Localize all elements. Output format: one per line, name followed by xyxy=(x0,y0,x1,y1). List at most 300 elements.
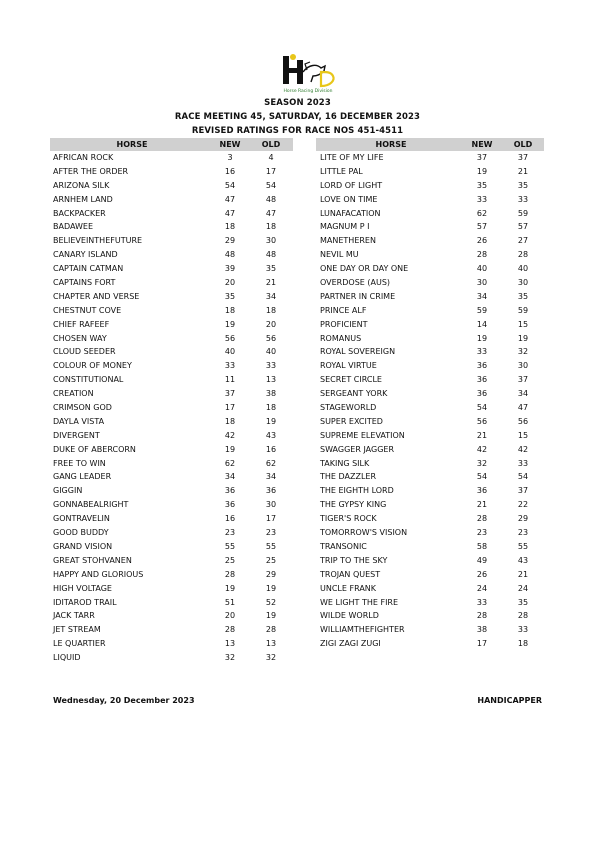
new-rating: 35 xyxy=(224,291,236,301)
horse-name: STAGEWORLD xyxy=(320,403,377,413)
old-rating: 40 xyxy=(517,264,529,274)
table-row xyxy=(50,484,293,498)
old-rating: 30 xyxy=(517,361,529,371)
table-row xyxy=(50,596,293,610)
horse-name: PRINCE ALF xyxy=(320,305,367,315)
table-row xyxy=(316,290,544,304)
new-rating: 47 xyxy=(224,208,236,218)
table-row xyxy=(50,568,293,582)
new-rating: 25 xyxy=(224,555,236,565)
horse-name: OVERDOSE (AUS) xyxy=(320,278,391,288)
old-rating: 35 xyxy=(265,264,277,274)
table-row xyxy=(50,470,293,484)
horse-name: HAPPY AND GLORIOUS xyxy=(53,569,144,579)
table-row xyxy=(50,457,293,471)
new-rating: 28 xyxy=(476,250,488,260)
horse-name: AFRICAN ROCK xyxy=(53,153,114,162)
new-rating: 23 xyxy=(224,528,236,538)
table-row xyxy=(316,220,544,234)
old-rating: 21 xyxy=(517,166,529,176)
old-rating: 38 xyxy=(265,389,277,399)
new-rating: 36 xyxy=(224,486,236,496)
horse-name: GREAT STOHVANEN xyxy=(53,555,132,565)
footer-date: Wednesday, 20 December 2023 xyxy=(53,696,195,705)
horse-name: GONNABEALRIGHT xyxy=(53,500,129,510)
season-heading: SEASON 2023 xyxy=(264,98,331,108)
old-column-header: OLD xyxy=(261,140,281,149)
table-row xyxy=(316,207,544,221)
new-rating: 14 xyxy=(476,319,488,329)
horse-name: SUPREME ELEVATION xyxy=(320,430,405,440)
new-rating: 19 xyxy=(476,333,488,343)
old-rating: 62 xyxy=(265,458,277,468)
table-row xyxy=(50,415,293,429)
new-rating: 49 xyxy=(476,555,488,565)
horse-name: CONSTITUTIONAL xyxy=(53,375,124,385)
horse-name: SERGEANT YORK xyxy=(320,389,388,399)
table-row xyxy=(316,234,544,248)
table-row xyxy=(316,512,544,526)
old-rating: 16 xyxy=(265,444,277,454)
new-rating: 36 xyxy=(476,375,488,385)
old-rating: 33 xyxy=(517,194,529,204)
table-row xyxy=(50,609,293,623)
table-row xyxy=(50,623,293,637)
horse-name: LUNAFACATION xyxy=(320,208,381,218)
old-rating: 34 xyxy=(265,472,277,482)
new-rating: 54 xyxy=(476,403,488,413)
old-rating: 47 xyxy=(265,208,277,218)
ratings-table-left xyxy=(50,138,293,665)
table-row xyxy=(50,443,293,457)
old-rating: 15 xyxy=(517,430,529,440)
table-row xyxy=(316,484,544,498)
new-rating: 20 xyxy=(224,611,236,621)
old-rating: 18 xyxy=(265,222,277,232)
old-rating: 33 xyxy=(265,361,277,371)
horse-name: AFTER THE ORDER xyxy=(53,166,129,176)
old-rating: 32 xyxy=(265,653,277,663)
new-rating: 62 xyxy=(476,208,488,218)
table-row xyxy=(316,345,544,359)
old-rating: 36 xyxy=(265,486,277,496)
table-row xyxy=(50,179,293,193)
table-row xyxy=(50,387,293,401)
horse-name: SECRET CIRCLE xyxy=(320,375,382,385)
horse-name: ROMANUS xyxy=(320,333,362,343)
table-row xyxy=(316,387,544,401)
horse-name: GOOD BUDDY xyxy=(53,528,109,538)
table-row xyxy=(50,207,293,221)
horse-name: SWAGGER JAGGER xyxy=(320,444,394,454)
new-rating: 32 xyxy=(224,653,236,663)
old-rating: 57 xyxy=(517,222,529,232)
ratings-table-right xyxy=(316,138,544,651)
old-rating: 35 xyxy=(517,291,529,301)
new-column-header: NEW xyxy=(219,140,241,149)
table-row xyxy=(50,304,293,318)
old-rating: 4 xyxy=(268,153,274,162)
horse-name: HIGH VOLTAGE xyxy=(53,583,112,593)
old-rating: 35 xyxy=(517,597,529,607)
horse-name: CREATION xyxy=(53,389,94,399)
new-rating: 40 xyxy=(224,347,236,357)
horse-name: PARTNER IN CRIME xyxy=(320,291,396,301)
table-row xyxy=(316,318,544,332)
table-row xyxy=(50,526,293,540)
table-row xyxy=(50,276,293,290)
new-rating: 33 xyxy=(224,361,236,371)
old-rating: 21 xyxy=(517,569,529,579)
table-row xyxy=(50,332,293,346)
new-rating: 28 xyxy=(224,569,236,579)
horse-name: CANARY ISLAND xyxy=(53,250,118,260)
new-rating: 28 xyxy=(476,611,488,621)
new-rating: 18 xyxy=(224,222,236,232)
new-rating: 62 xyxy=(224,458,236,468)
horse-name: CLOUD SEEDER xyxy=(53,347,116,357)
table-row xyxy=(316,582,544,596)
table-row xyxy=(316,373,544,387)
new-rating: 48 xyxy=(224,250,236,260)
table-row xyxy=(316,526,544,540)
old-rating: 48 xyxy=(265,194,277,204)
old-rating: 29 xyxy=(517,514,529,524)
table-row xyxy=(316,596,544,610)
new-rating: 55 xyxy=(224,541,236,551)
horse-name: LIQUID xyxy=(53,653,81,663)
old-rating: 34 xyxy=(265,291,277,301)
table-row xyxy=(316,276,544,290)
new-rating: 57 xyxy=(476,222,488,232)
horse-name: WE LIGHT THE FIRE xyxy=(320,597,399,607)
table-row xyxy=(50,193,293,207)
table-row xyxy=(50,401,293,415)
old-rating: 48 xyxy=(265,250,277,260)
old-rating: 54 xyxy=(517,472,529,482)
horse-name: IDITAROD TRAIL xyxy=(53,597,117,607)
new-rating: 30 xyxy=(476,278,488,288)
new-rating: 16 xyxy=(224,166,236,176)
table-row xyxy=(50,373,293,387)
table-row xyxy=(50,498,293,512)
table-row xyxy=(316,554,544,568)
horse-name: UNCLE FRANK xyxy=(320,583,377,593)
new-rating: 11 xyxy=(224,375,236,385)
table-row xyxy=(50,220,293,234)
table-row xyxy=(316,498,544,512)
logo-caption: Horse Racing Division xyxy=(283,89,333,94)
horse-name: JET STREAM xyxy=(53,625,101,635)
new-rating: 20 xyxy=(224,278,236,288)
old-rating: 47 xyxy=(517,403,529,413)
old-rating: 43 xyxy=(265,430,277,440)
new-rating: 36 xyxy=(224,500,236,510)
horse-name: ARNHEM LAND xyxy=(53,194,113,204)
horse-name: DIVERGENT xyxy=(53,430,100,440)
horse-name: CHIEF RAFEEF xyxy=(53,319,110,329)
new-rating: 54 xyxy=(476,472,488,482)
old-rating: 59 xyxy=(517,305,529,315)
new-rating: 42 xyxy=(224,430,236,440)
horse-name: ROYAL SOVEREIGN xyxy=(320,347,396,357)
new-rating: 28 xyxy=(224,625,236,635)
old-rating: 18 xyxy=(265,403,277,413)
horse-name: ONE DAY OR DAY ONE xyxy=(320,264,409,274)
new-rating: 36 xyxy=(476,361,488,371)
horse-name: FREE TO WIN xyxy=(53,458,106,468)
old-rating: 37 xyxy=(517,375,529,385)
horse-name: DAYLA VISTA xyxy=(53,416,105,426)
old-column-header: OLD xyxy=(513,140,533,149)
table-row xyxy=(50,429,293,443)
table-row xyxy=(50,234,293,248)
horse-name: COLOUR OF MONEY xyxy=(53,361,132,371)
old-rating: 56 xyxy=(517,416,529,426)
new-rating: 21 xyxy=(476,500,488,510)
horse-name: TRANSONIC xyxy=(320,541,367,551)
old-rating: 21 xyxy=(265,278,277,288)
old-rating: 25 xyxy=(265,555,277,565)
new-rating: 34 xyxy=(476,291,488,301)
horse-name: ARIZONA SILK xyxy=(53,180,110,190)
old-rating: 33 xyxy=(517,458,529,468)
table-row xyxy=(50,554,293,568)
table-row xyxy=(50,651,293,665)
table-row xyxy=(316,609,544,623)
table-row xyxy=(316,304,544,318)
old-rating: 23 xyxy=(517,528,529,538)
old-rating: 55 xyxy=(517,541,529,551)
horse-name: THE EIGHTH LORD xyxy=(320,486,394,496)
new-rating: 23 xyxy=(476,528,488,538)
table-row xyxy=(50,637,293,651)
race-meeting-heading: RACE MEETING 45, SATURDAY, 16 DECEMBER 2023 xyxy=(174,112,421,122)
new-rating: 17 xyxy=(476,639,488,649)
old-rating: 17 xyxy=(265,166,277,176)
table-header xyxy=(50,138,293,151)
new-rating: 19 xyxy=(224,583,236,593)
horse-name: TROJAN QUEST xyxy=(320,569,381,579)
horse-name: DUKE OF ABERCORN xyxy=(53,444,136,454)
horse-name: TIGER'S ROCK xyxy=(320,514,377,524)
new-rating: 40 xyxy=(476,264,488,274)
table-row xyxy=(316,248,544,262)
old-rating: 52 xyxy=(265,597,277,607)
new-rating: 39 xyxy=(224,264,236,274)
new-rating: 18 xyxy=(224,305,236,315)
old-rating: 30 xyxy=(265,236,277,246)
old-rating: 15 xyxy=(517,319,529,329)
horse-name: BADAWEE xyxy=(53,222,94,232)
revised-ratings-heading: REVISED RATINGS FOR RACE NOS 451-4511 xyxy=(191,126,404,136)
horse-name: GANG LEADER xyxy=(53,472,112,482)
old-rating: 43 xyxy=(517,555,529,565)
old-rating: 56 xyxy=(265,333,277,343)
horse-name: BACKPACKER xyxy=(53,208,106,218)
old-rating: 19 xyxy=(265,583,277,593)
new-rating: 21 xyxy=(476,430,488,440)
horse-name: MAGNUM P I xyxy=(320,222,370,232)
table-row xyxy=(316,415,544,429)
old-rating: 28 xyxy=(265,625,277,635)
old-rating: 59 xyxy=(517,208,529,218)
table-row xyxy=(316,429,544,443)
old-rating: 40 xyxy=(265,347,277,357)
horse-name: LE QUARTIER xyxy=(53,639,106,649)
horse-name: LITTLE PAL xyxy=(320,166,363,176)
new-rating: 19 xyxy=(224,444,236,454)
new-rating: 56 xyxy=(224,333,236,343)
table-row xyxy=(316,151,544,165)
horse-name: BELIEVEINTHEFUTURE xyxy=(53,236,143,246)
old-rating: 24 xyxy=(517,583,529,593)
table-row xyxy=(50,540,293,554)
old-rating: 32 xyxy=(517,347,529,357)
old-rating: 20 xyxy=(265,319,277,329)
horse-name: THE DAZZLER xyxy=(320,472,377,482)
new-rating: 19 xyxy=(224,319,236,329)
old-rating: 37 xyxy=(517,153,529,162)
horse-name: CHOSEN WAY xyxy=(53,333,107,343)
new-rating: 56 xyxy=(476,416,488,426)
table-row xyxy=(316,359,544,373)
table-row xyxy=(316,401,544,415)
table-row xyxy=(316,623,544,637)
old-rating: 22 xyxy=(517,500,529,510)
table-row xyxy=(50,151,293,165)
horse-name: GRAND VISION xyxy=(53,541,113,551)
table-row xyxy=(50,582,293,596)
new-rating: 13 xyxy=(224,639,236,649)
old-rating: 54 xyxy=(265,180,277,190)
table-row xyxy=(50,165,293,179)
new-rating: 24 xyxy=(476,583,488,593)
table-row xyxy=(316,540,544,554)
horse-column-header: HORSE xyxy=(375,140,407,149)
new-rating: 38 xyxy=(476,625,488,635)
horse-name: ZIGI ZAGI ZUGI xyxy=(320,639,381,649)
new-rating: 37 xyxy=(476,153,488,162)
table-row xyxy=(316,470,544,484)
horse-name: CAPTAIN CATMAN xyxy=(53,264,124,274)
horse-name: LORD OF LIGHT xyxy=(320,180,383,190)
new-rating: 33 xyxy=(476,347,488,357)
table-row xyxy=(50,512,293,526)
horse-name: CAPTAINS FORT xyxy=(53,278,116,288)
old-rating: 42 xyxy=(517,444,529,454)
horse-name: TRIP TO THE SKY xyxy=(320,555,388,565)
old-rating: 30 xyxy=(517,278,529,288)
new-rating: 32 xyxy=(476,458,488,468)
new-rating: 34 xyxy=(224,472,236,482)
old-rating: 28 xyxy=(517,250,529,260)
table-row xyxy=(50,345,293,359)
table-row xyxy=(316,193,544,207)
new-rating: 26 xyxy=(476,236,488,246)
table-row xyxy=(316,637,544,651)
table-row xyxy=(316,332,544,346)
horse-name: GONTRAVELIN xyxy=(53,514,110,524)
horse-name: THE GYPSY KING xyxy=(320,500,387,510)
horse-name: CHAPTER AND VERSE xyxy=(53,291,140,301)
new-rating: 3 xyxy=(227,153,233,162)
horse-name: TAKING SILK xyxy=(320,458,370,468)
new-rating: 29 xyxy=(224,236,236,246)
new-rating: 28 xyxy=(476,514,488,524)
new-rating: 36 xyxy=(476,486,488,496)
horse-name: NEVIL MU xyxy=(320,250,359,260)
footer-handicapper: HANDICAPPER xyxy=(477,696,542,705)
old-rating: 55 xyxy=(265,541,277,551)
horse-name: WILDE WORLD xyxy=(320,611,379,621)
old-rating: 17 xyxy=(265,514,277,524)
new-rating: 33 xyxy=(476,597,488,607)
old-rating: 29 xyxy=(265,569,277,579)
old-rating: 37 xyxy=(517,486,529,496)
table-header xyxy=(316,138,544,151)
new-rating: 51 xyxy=(224,597,236,607)
old-rating: 35 xyxy=(517,180,529,190)
table-row xyxy=(50,262,293,276)
new-rating: 17 xyxy=(224,403,236,413)
old-rating: 13 xyxy=(265,375,277,385)
horse-name: LITE OF MY LIFE xyxy=(320,153,384,162)
new-rating: 37 xyxy=(224,389,236,399)
horse-name: MANETHEREN xyxy=(320,236,376,246)
new-rating: 26 xyxy=(476,569,488,579)
table-row xyxy=(316,262,544,276)
table-row xyxy=(316,443,544,457)
old-rating: 19 xyxy=(265,416,277,426)
old-rating: 18 xyxy=(265,305,277,315)
old-rating: 27 xyxy=(517,236,529,246)
table-row xyxy=(50,318,293,332)
horse-name: ROYAL VIRTUE xyxy=(320,361,377,371)
new-rating: 58 xyxy=(476,541,488,551)
horse-name: CRIMSON GOD xyxy=(53,403,112,413)
horse-name: WILLIAMTHEFIGHTER xyxy=(320,625,405,635)
horse-name: SUPER EXCITED xyxy=(320,416,383,426)
new-rating: 35 xyxy=(476,180,488,190)
old-rating: 34 xyxy=(517,389,529,399)
table-row xyxy=(50,290,293,304)
old-rating: 33 xyxy=(517,625,529,635)
old-rating: 13 xyxy=(265,639,277,649)
old-rating: 19 xyxy=(265,611,277,621)
old-rating: 28 xyxy=(517,611,529,621)
horse-name: PROFICIENT xyxy=(320,319,368,329)
new-rating: 47 xyxy=(224,194,236,204)
old-rating: 19 xyxy=(517,333,529,343)
new-rating: 54 xyxy=(224,180,236,190)
table-row xyxy=(50,359,293,373)
new-column-header: NEW xyxy=(471,140,493,149)
table-row xyxy=(316,457,544,471)
new-rating: 18 xyxy=(224,416,236,426)
new-rating: 33 xyxy=(476,194,488,204)
table-row xyxy=(50,248,293,262)
old-rating: 23 xyxy=(265,528,277,538)
old-rating: 18 xyxy=(517,639,529,649)
horse-name: LOVE ON TIME xyxy=(320,194,378,204)
old-rating: 30 xyxy=(265,500,277,510)
new-rating: 36 xyxy=(476,389,488,399)
horse-name: GIGGIN xyxy=(53,486,83,496)
table-row xyxy=(316,165,544,179)
horse-name: JACK TARR xyxy=(53,611,95,621)
horse-name: TOMORROW'S VISION xyxy=(320,528,408,538)
